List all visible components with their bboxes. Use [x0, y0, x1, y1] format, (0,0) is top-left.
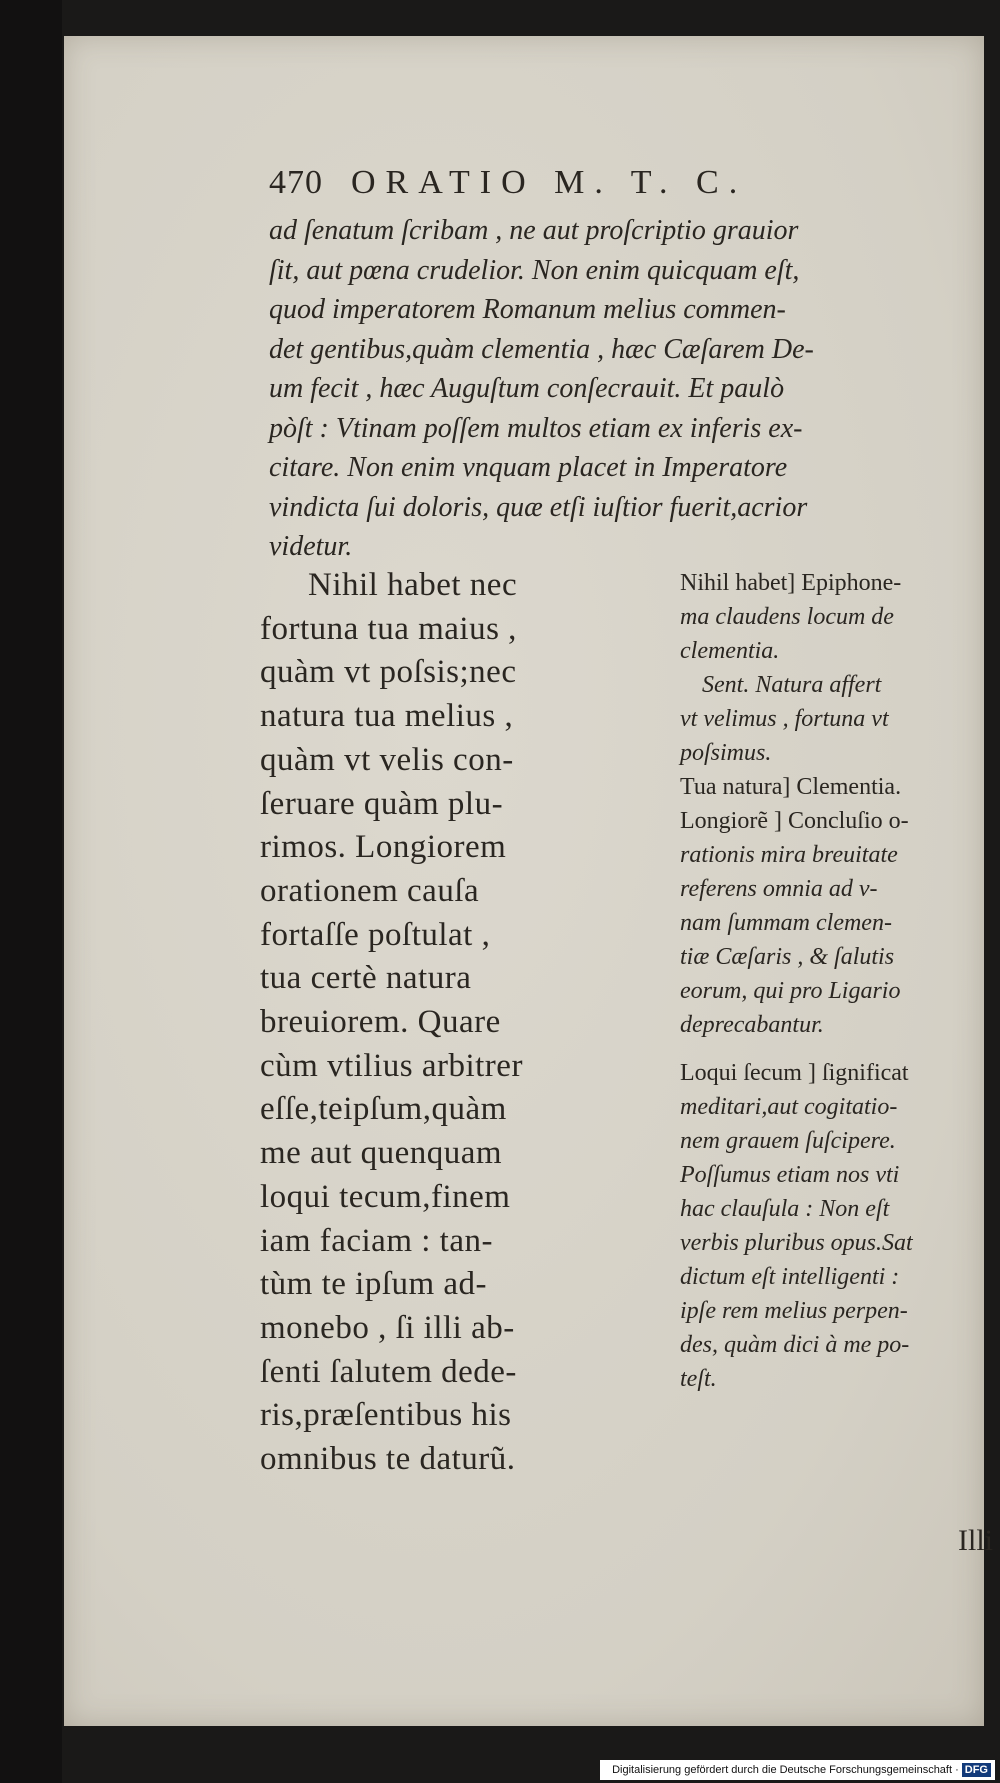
note-line: clementia. [680, 638, 780, 664]
main-line: breuiorem. Quare [260, 1004, 501, 1041]
main-line: monebo , ſi illi ab- [260, 1309, 515, 1346]
main-text-column [260, 564, 660, 1482]
quote-line: videtur. [269, 531, 353, 562]
running-title: ORATIO M. T. C. [351, 164, 748, 201]
note-line: verbis pluribus opus.Sat [680, 1230, 913, 1256]
note-line: tiæ Cæſaris , & ſalutis [680, 944, 895, 970]
main-line: quàm vt velis con- [260, 741, 514, 778]
note-line: rationis mira breuitate [680, 842, 898, 868]
quote-line: quod imperatorem Romanum melius commen- [269, 294, 786, 325]
note-line: Poſſumus etiam nos vti [680, 1162, 900, 1188]
main-line: iam faciam : tan- [260, 1222, 493, 1259]
main-line: natura tua melius , [260, 698, 514, 735]
quote-line: citare. Non enim vnquam placet in Imperatore [269, 452, 788, 483]
main-line: tùm te ipſum ad- [260, 1266, 488, 1303]
book-page [64, 36, 993, 1726]
main-line: orationem cauſa [260, 872, 480, 909]
note-line: vt velimus , fortuna vt [680, 706, 889, 732]
main-line: rimos. Longiorem [260, 829, 507, 866]
note-line: Nihil habet] Epiphone- [680, 570, 902, 596]
note-line: dictum eſt intelligenti : [680, 1264, 900, 1290]
quote-line: ſit, aut pœna crudelior. Non enim quicquam eſt, [269, 254, 800, 286]
main-line: fortuna tua maius , [260, 610, 517, 647]
note-line: ipſe rem melius perpen- [680, 1298, 908, 1324]
main-line: loqui tecum,finem [260, 1178, 511, 1215]
note-line: poſsimus. [680, 740, 772, 766]
main-line: quàm vt poſsis;nec [260, 654, 517, 691]
note-line: meditari,aut cogitatio- [680, 1094, 898, 1120]
quote-line: ad ſenatum ſcribam , ne aut proſcriptio grauior [269, 215, 799, 246]
main-line: Nihil habet nec [308, 567, 518, 603]
note-line: Longiorẽ ] Concluſio o- [680, 808, 909, 834]
note-line: nem grauem ſuſcipere. [680, 1128, 896, 1154]
note-line: nam ſummam clemen- [680, 910, 892, 936]
footer-text: Digitalisierung gefördert durch die Deutsche Forschungsgemeinschaft · [612, 1764, 959, 1776]
running-header [269, 164, 747, 202]
quote-line: um fecit , hæc Auguſtum conſecrauit. Et paulò [269, 373, 785, 404]
note-line: eorum, qui pro Ligario [680, 978, 901, 1004]
main-line: fortaſſe poſtulat , [260, 916, 491, 953]
note-gap [680, 1042, 1000, 1056]
main-line: omnibus te daturũ. [260, 1441, 516, 1478]
note-line: des, quàm dici à me po- [680, 1332, 910, 1358]
quote-line: det gentibus,quàm clementia , hæc Cæſarem De- [269, 333, 814, 365]
main-line: ris,præſentibus his [260, 1397, 512, 1434]
note-line: deprecabantur. [680, 1012, 824, 1038]
note-line: Loqui ſecum ] ſignificat [680, 1060, 909, 1086]
note-line: ma claudens locum de [680, 604, 894, 630]
italic-quotation [269, 211, 1000, 567]
note-line: Tua natura] Clementia. [680, 774, 902, 800]
page-number: 470 [269, 164, 323, 201]
main-line: ſenti ſalutem dede- [260, 1353, 517, 1390]
digitization-footer [600, 1760, 995, 1780]
main-line: cùm vtilius arbitrer [260, 1047, 523, 1084]
scan-border [0, 0, 62, 1783]
quote-line: vindicta ſui doloris, quæ etſi iuſtior fuerit,acrior [269, 491, 808, 523]
main-line: eſſe,teipſum,quàm [260, 1091, 507, 1128]
quote-line: pòſt : Vtinam poſſem multos etiam ex inferis ex- [269, 412, 803, 444]
dfg-badge: DFG [962, 1763, 991, 1777]
catchword: Illi [958, 1524, 993, 1557]
note-line: teſt. [680, 1366, 717, 1392]
main-line: tua certè natura [260, 960, 472, 997]
main-line: me aut quenquam [260, 1135, 503, 1172]
main-line: ſeruare quàm plu- [260, 785, 504, 822]
marginal-notes [680, 566, 1000, 1396]
note-line: Sent. Natura affert [702, 672, 882, 698]
note-line: hac clauſula : Non eſt [680, 1196, 890, 1222]
note-line: referens omnia ad v- [680, 876, 878, 902]
